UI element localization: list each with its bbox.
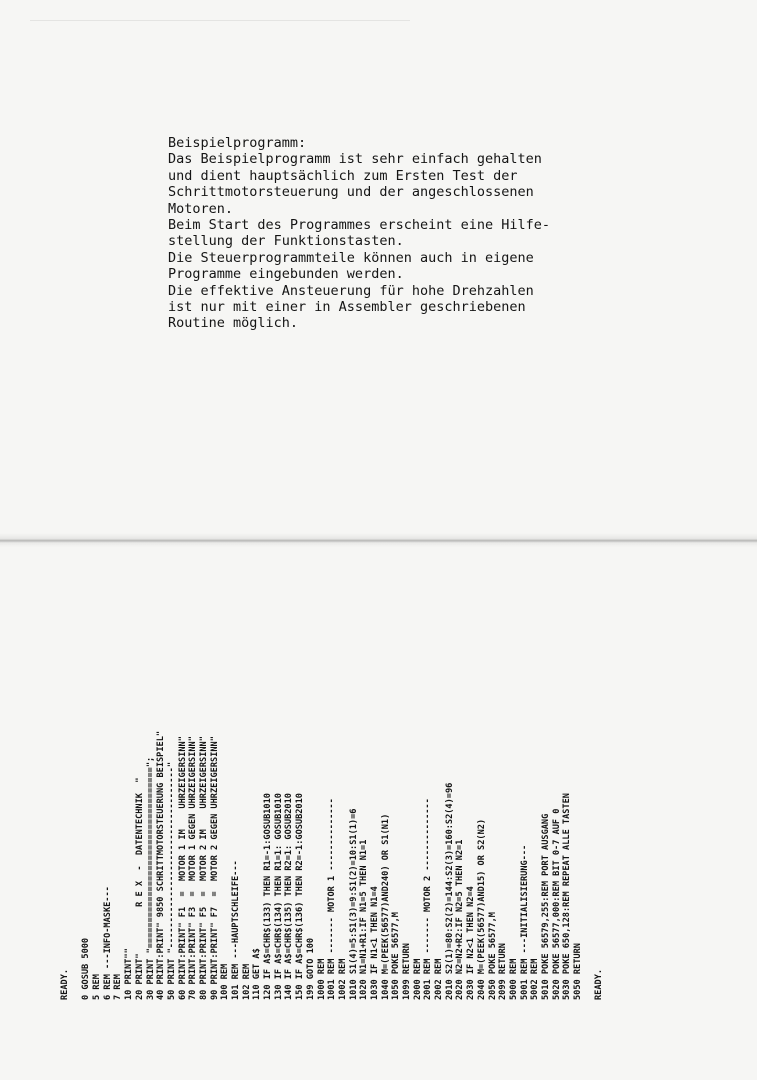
description-line: Das Beispielprogramm ist sehr einfach gehalten — [168, 151, 542, 168]
code-line: 5050 RETURN — [573, 943, 583, 1000]
code-line: 2020 N2=N2+R2:IF N2=5 THEN N2=1 — [455, 839, 466, 1000]
description-line: Schrittmotorsteuerung und der angeschlossenen — [168, 184, 534, 201]
code-line: 40 PRINT:PRINT" 9850 SCHRITTMOTORSTEUERUNG BEISPIEL" — [156, 730, 167, 1000]
code-line: 102 REM — [241, 963, 252, 1000]
ready-prompt: READY. — [60, 968, 70, 1000]
code-line: 2002 REM — [434, 958, 445, 1000]
code-line: 80 PRINT:PRINT" F5 = MOTOR 2 IM UHRZEIGERSINN" — [198, 736, 209, 1000]
code-line: 60 PRINT:PRINT" F1 = MOTOR 1 IM UHRZEIGERSINN" — [177, 736, 188, 1000]
code-line: 130 IF A$=CHR$(134) THEN R1=1: GOSUB1010 — [273, 793, 284, 1000]
code-line: 199 GOTO 100 — [305, 937, 316, 1000]
code-line: 1099 RETURN — [402, 943, 412, 1000]
description-line: Programme eingebunden werden. — [168, 266, 404, 283]
code-line: 90 PRINT:PRINT" F7 = MOTOR 2 GEGEN UHRZEIGERSINN" — [209, 736, 220, 1000]
description-line: stellung der Funktionstasten. — [168, 233, 404, 250]
code-line: 2001 REM ------- MOTOR 2 -------------- — [423, 798, 434, 1000]
code-line: 2000 REM — [412, 958, 423, 1000]
code-line: 1030 IF N1<1 THEN N1=4 — [369, 886, 380, 1000]
code-line: 101 REM ---HAUPTSCHLEIFE--- — [231, 860, 241, 1000]
code-line: 10 PRINT"" — [124, 948, 135, 1000]
code-line: 6 REM ---INFO-MASKE--- — [102, 886, 113, 1000]
code-line: 7 REM — [113, 974, 124, 1000]
ready-prompt: READY. — [594, 968, 605, 1000]
description-line: Motoren. — [168, 200, 234, 217]
code-line: 1000 REM — [316, 958, 327, 1000]
code-line: 120 IF A$=CHR$(133) THEN R1=-1:GOSUB1010 — [263, 793, 274, 1000]
code-line: 1001 REM ------- MOTOR 1 -------------- — [327, 798, 338, 1000]
code-line: 70 PRINT:PRINT" F3 = MOTOR 1 GEGEN UHRZEIGERSINN" — [188, 736, 199, 1000]
code-line: 110 GET A$ — [252, 948, 263, 1000]
code-line: 5002 REM — [530, 958, 541, 1000]
code-line: 0 GOSUB 5000 — [81, 937, 92, 1000]
bleed-through-top — [30, 20, 410, 91]
description-line: Die effektive Ansteuerung für hohe Drehzahlen — [168, 282, 534, 299]
description-line: Routine möglich. — [168, 315, 299, 332]
code-line: 150 IF A$=CHR$(136) THEN R2=-1:GOSUB2010 — [295, 793, 306, 1000]
code-line: 140 IF A$=CHR$(135) THEN R2=1: GOSUB2010 — [284, 793, 295, 1000]
code-line: 5020 POKE 56577,000:REM BIT 0-7 AUF 0 — [551, 808, 562, 1000]
basic-program-listing — [60, 360, 605, 1000]
description-line: Beim Start des Programmes erscheint eine Hilfe- — [168, 217, 551, 234]
code-line: 1010 S1(4)=5:S1(3)=9:S1(2)=10:S1(1)=6 — [348, 808, 359, 1000]
code-line: 5001 REM ---INITIALISIERUNG--- — [519, 844, 530, 1000]
description-line: ist nur mit einer in Assembler geschriebenen — [168, 299, 526, 316]
code-line: 30 PRINT "==================================="; — [145, 756, 156, 1000]
code-line: 5 REM — [92, 974, 103, 1000]
code-line: 20 PRINT" R E X - DATENTECHNIK " — [134, 777, 145, 1000]
description-line: und dient hauptsächlich zum Ersten Test der — [168, 167, 518, 184]
code-line: 2050 POKE 56577,M — [487, 912, 498, 1000]
blank-line — [584, 360, 595, 1000]
description-text — [168, 135, 638, 332]
code-line: 2099 RETURN — [498, 943, 509, 1000]
description-line: Beispielprogramm: — [168, 135, 307, 151]
code-line: 1040 M=(PEEK(56577)AND240) OR S1(N1) — [380, 813, 391, 1000]
code-line: 100 REM — [220, 963, 231, 1000]
code-line: 2030 IF N2<1 THEN N2=4 — [466, 886, 477, 1000]
code-line: 50 PRINT "-----------------------------------" — [166, 762, 177, 1000]
code-line: 2010 S2(1)=80:S2(2)=144:S2(3)=160:S2(4)=96 — [444, 782, 455, 1000]
code-line: 2040 M=(PEEK(56577)AND15) OR S2(N2) — [476, 818, 487, 1000]
code-line: 1002 REM — [337, 958, 348, 1000]
code-line: 1020 N1=N1+R1:IF N1=5 THEN N1=1 — [359, 839, 370, 1000]
code-line: 1050 POKE 56577,M — [391, 912, 402, 1000]
description-line: Die Steuerprogrammteile können auch in eigene — [168, 249, 534, 266]
code-line: 5030 POKE 650,128:REM REPEAT ALLE TASTEN — [562, 793, 573, 1000]
listing-lines — [81, 360, 583, 1000]
blank-line — [71, 360, 82, 1000]
code-line: 5000 REM — [508, 958, 519, 1000]
code-line: 5010 POKE 56579,255:REM PORT AUSGANG — [540, 813, 551, 1000]
